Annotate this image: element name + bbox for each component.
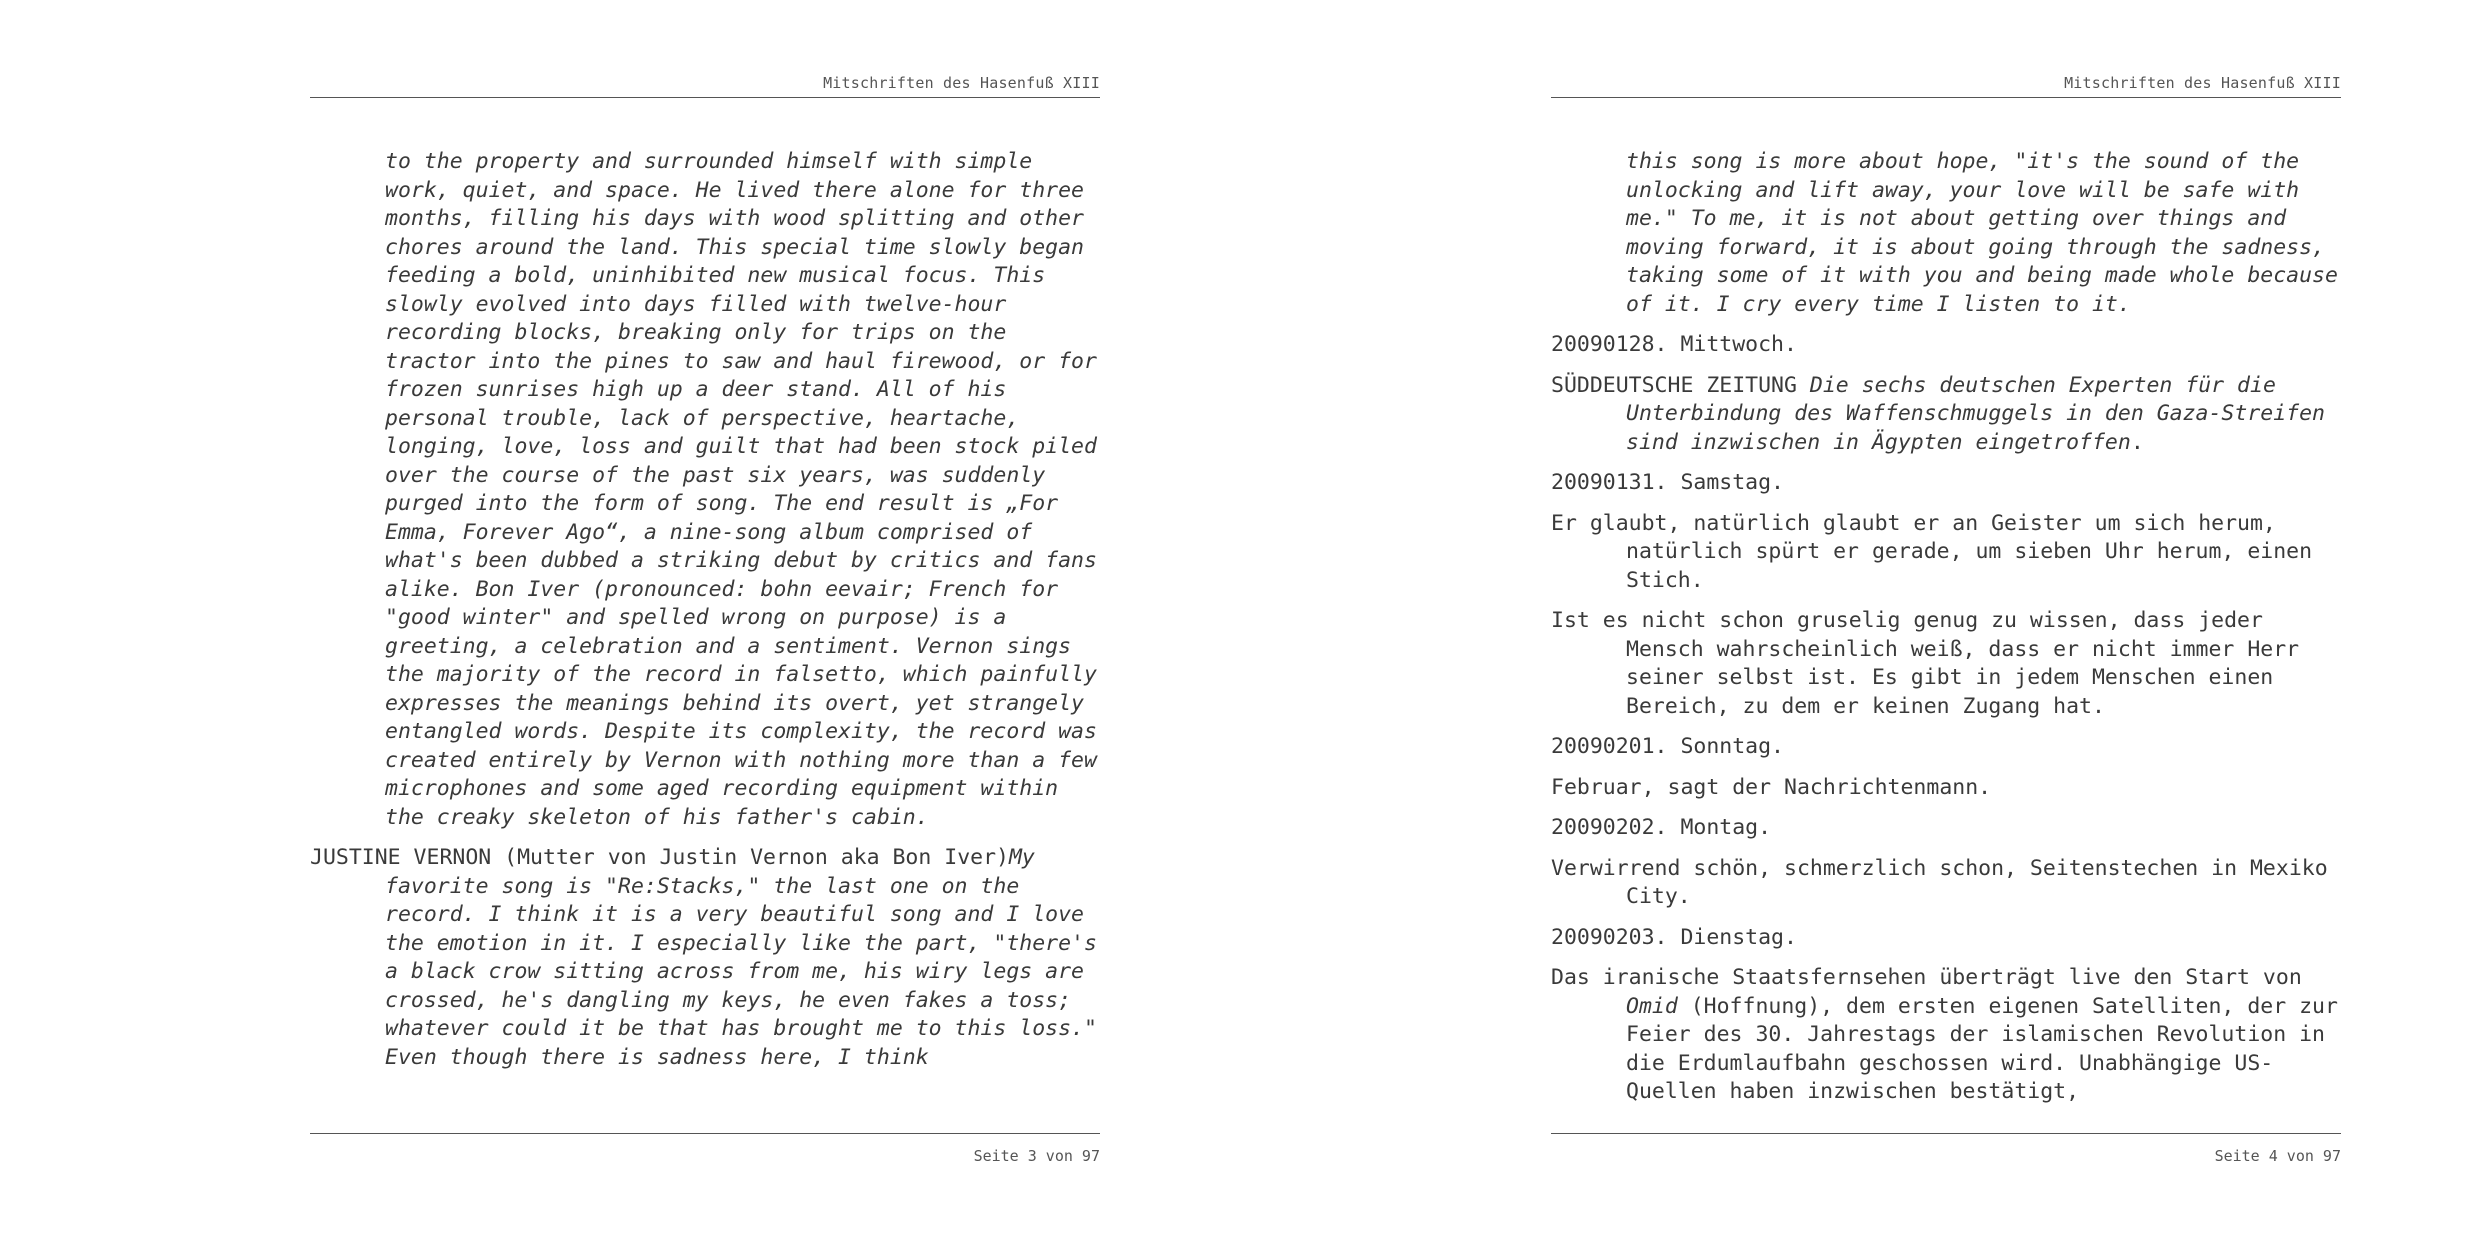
left-page (310, 0, 1100, 1240)
header-rule (1551, 97, 2341, 98)
continuation-paragraph: to the property and surrounded himself with simple work, quiet, and space. He lived there alone for three months, filling his days with wood splitting and other chores around the land. This special time slowly began feeding a bold, uninhibited new musical focus. This slowly evolved into days filled with twelve-hour recording blocks, breaking only for trips on the tractor into the pines to saw and haul firewood, or for frozen sunrises high up a deer stand. All of his personal trouble, lack of perspective, heartache, longing, love, loss and guilt that had been stock piled over the course of the past six years, was suddenly purged into the form of song. The end result is „For Emma, Forever Ago“, a nine-song album comprised of what's been dubbed a striking debut by critics and fans alike. Bon Iver (pronounced: bohn eevair; French for "good winter" and spelled wrong on purpose) is a greeting, a celebration and a sentiment. Vernon sings the majority of the record in falsetto, which painfully expresses the meanings behind its overt, yet strangely entangled words. Despite its complexity, the record was created entirely by Vernon with nothing more than a few microphones and some aged recording equipment within the creaky skeleton of his father's cabin. (385, 149, 1097, 830)
page-body (1551, 148, 2341, 1119)
date-entry: 20090202. Montag. (1551, 815, 1772, 840)
page-number: Seite 4 von 97 (2214, 1147, 2341, 1165)
entry-paragraph: Verwirrend schön, schmerzlich schon, Seitenstechen in Mexiko City. (1551, 855, 2328, 909)
date-entry: 20090203. Dienstag. (1551, 924, 1797, 950)
press-text: Die sechs deutschen Experten für die Unterbindung des Waffenschmuggels in den Gaza-Streifen sind inzwischen in Ägypten eingetroffen (1626, 372, 2325, 455)
date-entry: 20090128. Mittwoch. (1551, 332, 1797, 357)
entry-text: (Hoffnung), dem ersten eigenen Satelliten, der zur Feier des 30. Jahrestags der islamischen Revolution in die Erdumlaufbahn geschossen wird. Unabhängige US-Quellen haben inzwischen bestätigt, (1626, 993, 2338, 1104)
page-number: Seite 3 von 97 (973, 1147, 1100, 1165)
quote-source: JUSTINE VERNON (Mutter von Justin Vernon aka Bon Iver) (310, 845, 1009, 870)
continuation-paragraph: this song is more about hope, "it's the sound of the unlocking and lift away, your love will be safe with me." To me, it is not about getting over things and moving forward, it is about going through the sadness, taking some of it with you and being made whole because of it. I cry every time I listen to it. (1626, 149, 2338, 317)
entry-paragraph: Februar, sagt der Nachrichtenmann. (1551, 774, 1992, 800)
press-paragraph (1551, 372, 2341, 458)
running-header: Mitschriften des Hasenfuß XIII (823, 74, 1100, 92)
entry-paragraph: Er glaubt, natürlich glaubt er an Geister um sich herum, natürlich spürt er gerade, um sieben Uhr herum, einen Stich. (1551, 510, 2313, 593)
running-header: Mitschriften des Hasenfuß XIII (2064, 74, 2341, 92)
date-entry: 20090131. Samstag. (1551, 470, 1784, 495)
header-rule (310, 97, 1100, 98)
date-entry: 20090201. Sonntag. (1551, 734, 1784, 759)
quote-paragraph (310, 844, 1100, 1072)
entry-text: Das iranische Staatsfernsehen überträgt live den Start von (1551, 965, 2302, 990)
footer-rule (1551, 1133, 2341, 1134)
quote-text: My favorite song is "Re:Stacks," the last one on the record. I think it is a very beautiful song and I love the emotion in it. I especially like the part, "there's a black crow sitting across from me, his wiry legs are crossed, he's dangling my keys, he even fakes a toss; whatever could it be that has brought me to this loss." Even though there is sadness here, I think (385, 845, 1097, 1070)
entry-paragraph (1551, 964, 2341, 1107)
right-page (1551, 0, 2341, 1240)
footer-rule (310, 1133, 1100, 1134)
page-body (310, 148, 1100, 1084)
press-source: SÜDDEUTSCHE ZEITUNG (1551, 372, 1797, 398)
press-end: . (2130, 429, 2144, 455)
satellite-name: Omid (1626, 993, 1678, 1019)
entry-paragraph: Ist es nicht schon gruselig genug zu wissen, dass jeder Mensch wahrscheinlich weiß, dass er nicht immer Herr seiner selbst ist. Es gibt in jedem Menschen einen Bereich, zu dem er keinen Zugang hat. (1551, 608, 2300, 719)
